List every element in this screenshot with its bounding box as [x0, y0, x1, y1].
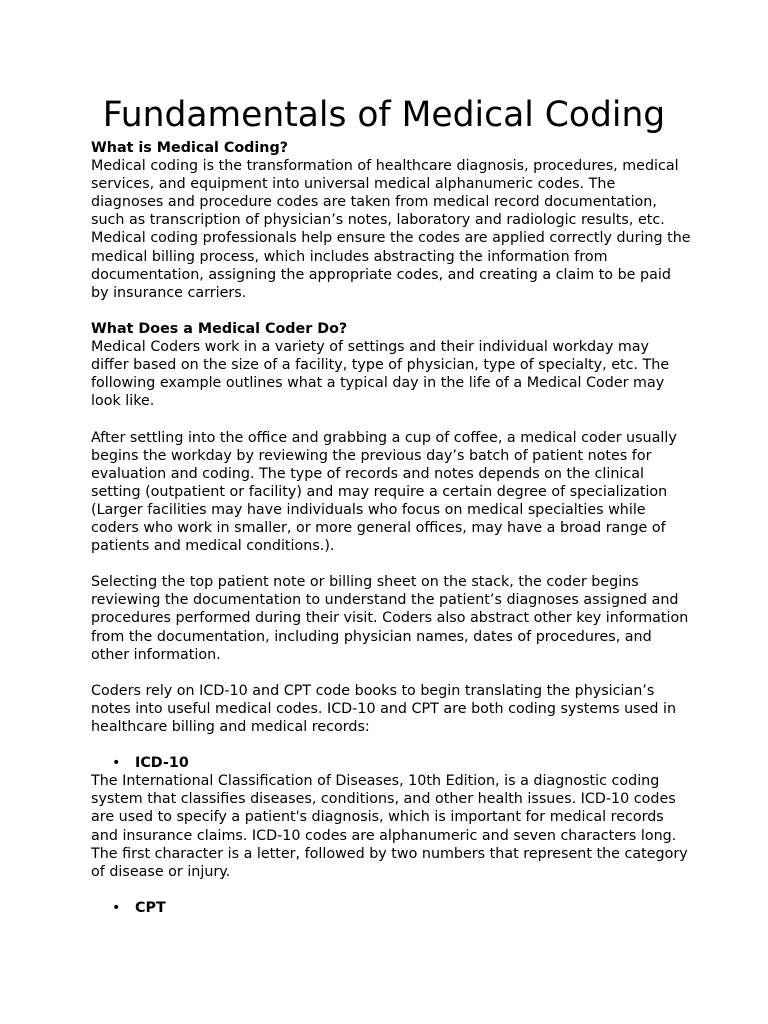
- paragraph-medical-coding-definition: Medical coding is the transformation of healthcare diagnosis, procedures, medical services, and equipment into universal medical alphanumeric codes. The diagnoses and procedure codes are taken from medical record documentation, such as transcription of physician’s notes, laboratory and radiologic results, etc. Medical coding professionals help ensure the codes are applied correctly during the medical billing process, which includes abstracting the information from documentation, assigning the appropriate codes, and creating a claim to be paid by insurance carriers.: [91, 158, 691, 301]
- bullet-icon: •: [112, 899, 121, 916]
- bullet-label-cpt: CPT: [135, 899, 166, 916]
- bullet-icon: •: [112, 755, 121, 772]
- document-body: [91, 139, 691, 917]
- paragraph-icd10-description: The International Classification of Diseases, 10th Edition, is a diagnostic coding system that classifies diseases, conditions, and other health issues. ICD-10 codes are used to specify a patient's diagnosis, which is important for medical records and insurance claims. ICD-10 codes are alphanumeric and seven characters long. The first character is a letter, followed by two numbers that represent the category of disease or injury.: [91, 773, 688, 880]
- paragraph-code-books: Coders rely on ICD-10 and CPT code books to begin translating the physician’s notes into useful medical codes. ICD-10 and CPT are both coding systems used in healthcare billing and medical records:: [91, 682, 677, 735]
- bullet-label-icd10: ICD-10: [135, 755, 189, 772]
- document-title: Fundamentals of Medical Coding: [102, 95, 666, 135]
- section-heading-what-is-medical-coding: What is Medical Coding?: [91, 140, 289, 156]
- bullet-item-cpt: [91, 899, 691, 917]
- bullet-item-icd10: [91, 754, 691, 772]
- paragraph-coder-workday: After settling into the office and grabbing a cup of coffee, a medical coder usually begins the workday by reviewing the previous day’s batch of patient notes for evaluation and coding. The type of records and notes depends on the clinical setting (outpatient or facility) and may require a certain degree of specialization (Larger facilities may have individuals who focus on medical specialties while coders who work in smaller, or more general offices, may have a broad range of patients and medical conditions.).: [91, 429, 677, 555]
- paragraph-coder-review: Selecting the top patient note or billing sheet on the stack, the coder begins reviewing the documentation to understand the patient’s diagnoses assigned and procedures performed during their visit. Coders also abstract other key information from the documentation, including physician names, dates of procedures, and other information.: [91, 574, 689, 663]
- paragraph-coder-settings: Medical Coders work in a variety of settings and their individual workday may differ based on the size of a facility, type of physician, type of specialty, etc. The following example outlines what a typical day in the life of a Medical Coder may look like.: [91, 339, 670, 410]
- section-heading-what-does-coder-do: What Does a Medical Coder Do?: [91, 320, 348, 337]
